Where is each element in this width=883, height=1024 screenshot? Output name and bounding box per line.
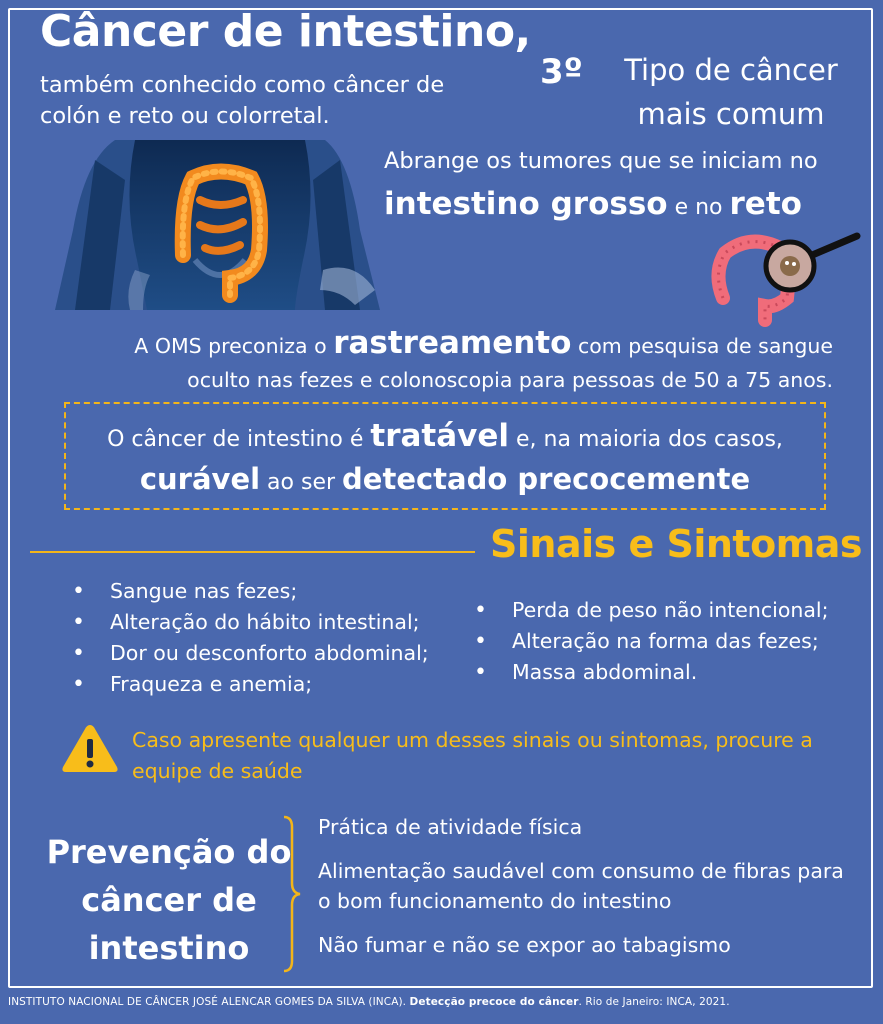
rank-label: Tipo de câncer mais comum bbox=[624, 53, 838, 131]
treatment-keyword-early: detectado precocemente bbox=[342, 462, 751, 496]
scope-intro: Abrange os tumores que se iniciam no bbox=[384, 148, 818, 174]
treatment-pre: O câncer de intestino é bbox=[107, 427, 371, 452]
page-title: Câncer de intestino, bbox=[40, 6, 531, 57]
treatment-line-1 bbox=[64, 418, 826, 454]
warning-text: Caso apresente qualquer um desses sinais ou sintomas, procure a equipe de saúde bbox=[132, 728, 813, 783]
list-item: • Massa abdominal. bbox=[474, 657, 829, 688]
screening-post: com pesquisa de sangue bbox=[571, 334, 833, 358]
screening-keyword: rastreamento bbox=[333, 325, 572, 361]
treatment-mid: e, na maioria dos casos, bbox=[509, 427, 783, 452]
footer-pre: INSTITUTO NACIONAL DE CÂNCER JOSÉ ALENCAR GOMES DA SILVA (INCA). bbox=[8, 996, 410, 1008]
prevention-item-diet: Alimentação saudável com consumo de fibras para o bom funcionamento do intestino bbox=[318, 859, 844, 913]
screening-pre: A OMS preconiza o bbox=[134, 334, 334, 358]
treatment-line-2 bbox=[64, 462, 826, 496]
footer-citation bbox=[8, 996, 878, 1008]
list-item: • Fraqueza e anemia; bbox=[72, 669, 429, 700]
scope-organs bbox=[384, 186, 802, 222]
scope-part-large-intestine: intestino grosso bbox=[384, 186, 668, 222]
footer-post: . Rio de Janeiro: INCA, 2021. bbox=[578, 996, 730, 1008]
prevention-item-exercise: Prática de atividade física bbox=[318, 815, 583, 839]
treatment-mid2: ao ser bbox=[260, 470, 343, 495]
treatment-keyword-treatable: tratável bbox=[370, 418, 510, 454]
symptoms-title: Sinais e Sintomas bbox=[490, 522, 863, 566]
warning-triangle-icon bbox=[60, 722, 120, 774]
screening-line-1 bbox=[134, 325, 833, 361]
page-subtitle: também conhecido como câncer de colón e reto ou colorretal. bbox=[40, 72, 445, 129]
prevention-item-smoking: Não fumar e não se expor ao tabagismo bbox=[318, 933, 731, 957]
symptoms-list-left bbox=[72, 576, 429, 700]
list-item: • Alteração do hábito intestinal; bbox=[72, 607, 429, 638]
rank-number: 3º bbox=[540, 52, 583, 92]
prevention-title: Prevenção do câncer de intestino bbox=[46, 833, 292, 967]
section-divider bbox=[30, 551, 475, 553]
list-item: • Alteração na forma das fezes; bbox=[474, 626, 829, 657]
screening-line-2: oculto nas fezes e colonoscopia para pessoas de 50 a 75 anos. bbox=[187, 368, 833, 392]
scope-part-rectum: reto bbox=[729, 186, 802, 222]
colon-magnifier-illustration bbox=[705, 228, 865, 328]
torso-intestine-illustration bbox=[55, 140, 380, 310]
list-item: • Sangue nas fezes; bbox=[72, 576, 429, 607]
list-item: • Perda de peso não intencional; bbox=[474, 595, 829, 626]
symptoms-list-right bbox=[474, 595, 829, 688]
treatment-keyword-curable: curável bbox=[139, 462, 261, 496]
footer-bold: Detecção precoce do câncer bbox=[409, 996, 579, 1008]
scope-connector: e no bbox=[667, 195, 730, 220]
brace-bracket bbox=[280, 815, 304, 973]
list-item: • Dor ou desconforto abdominal; bbox=[72, 638, 429, 669]
